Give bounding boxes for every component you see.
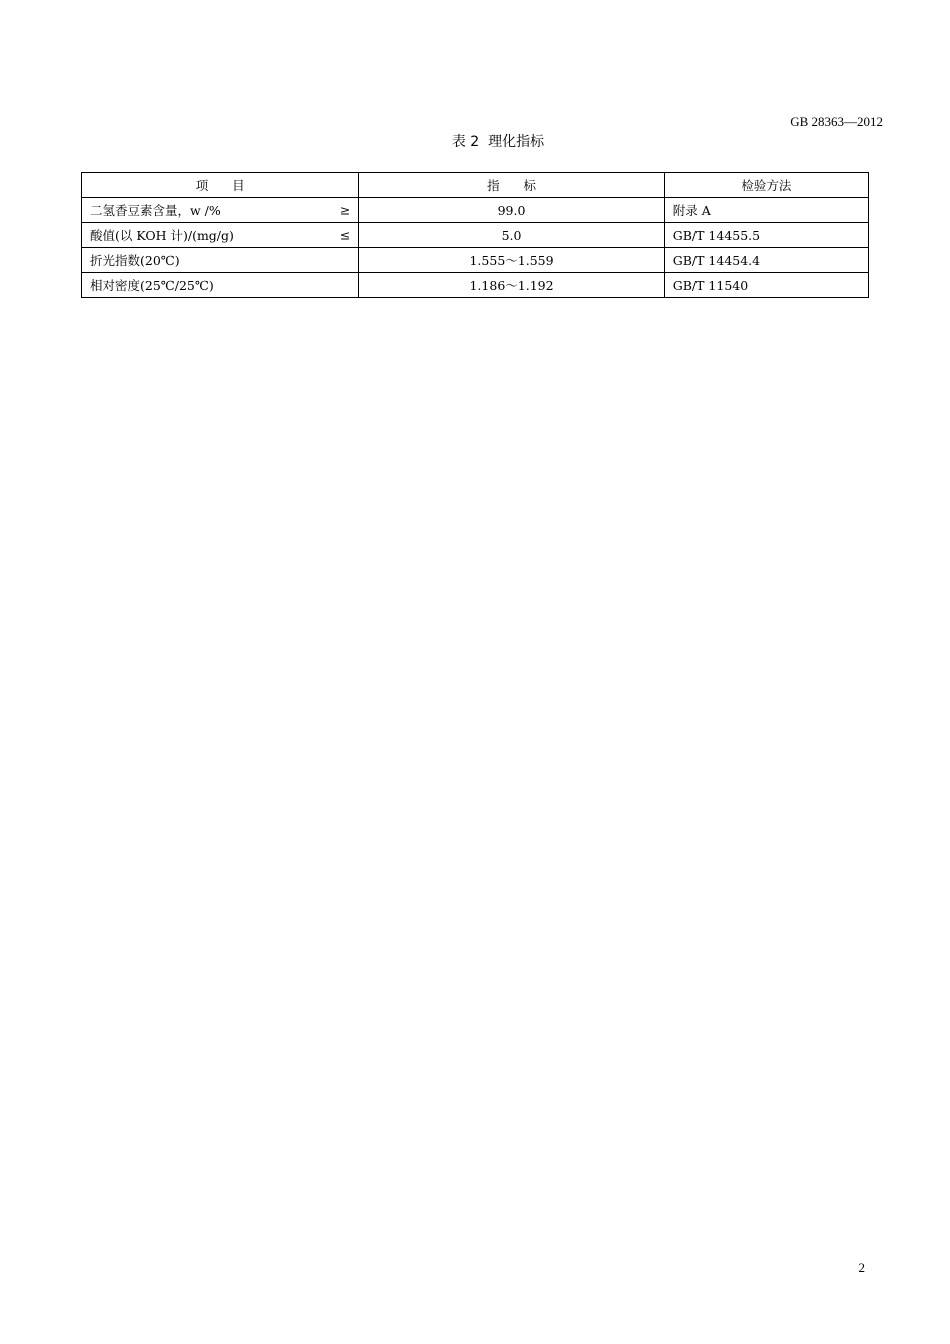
- column-header-method: 检验方法: [664, 173, 868, 198]
- item-cell: [82, 223, 359, 248]
- item-label: 二氢香豆素含量，w /%: [90, 203, 221, 218]
- page-number: 2: [858, 1260, 865, 1275]
- table-row: [82, 273, 869, 298]
- table-row: [82, 223, 869, 248]
- table-row: [82, 198, 869, 223]
- item-label: 酸值(以 KOH 计)/(mg/g): [90, 228, 234, 243]
- index-cell: 99.0: [359, 198, 664, 223]
- item-cell: [82, 248, 359, 273]
- item-cell: [82, 198, 359, 223]
- index-cell: 5.0: [359, 223, 664, 248]
- comparison-symbol: ≤: [339, 227, 351, 243]
- table-row: [82, 248, 869, 273]
- item-label: 相对密度(25℃/25℃): [90, 278, 214, 293]
- index-cell: 1.186～1.192: [359, 273, 664, 298]
- table-title: 表 2 理化指标: [451, 134, 545, 150]
- column-header-item: 项 目: [82, 173, 359, 198]
- column-header-index: 指 标: [359, 173, 664, 198]
- method-cell: GB/T 11540: [664, 273, 868, 298]
- physicochemical-index-table: [81, 172, 869, 298]
- item-label: 折光指数(20℃): [90, 253, 180, 268]
- item-cell: [82, 273, 359, 298]
- table-header-row: [82, 173, 869, 198]
- comparison-symbol: ≥: [339, 202, 351, 218]
- index-cell: 1.555～1.559: [359, 248, 664, 273]
- standard-number: GB 28363—2012: [790, 114, 883, 129]
- method-cell: 附录 A: [664, 198, 868, 223]
- method-cell: GB/T 14455.5: [664, 223, 868, 248]
- method-cell: GB/T 14454.4: [664, 248, 868, 273]
